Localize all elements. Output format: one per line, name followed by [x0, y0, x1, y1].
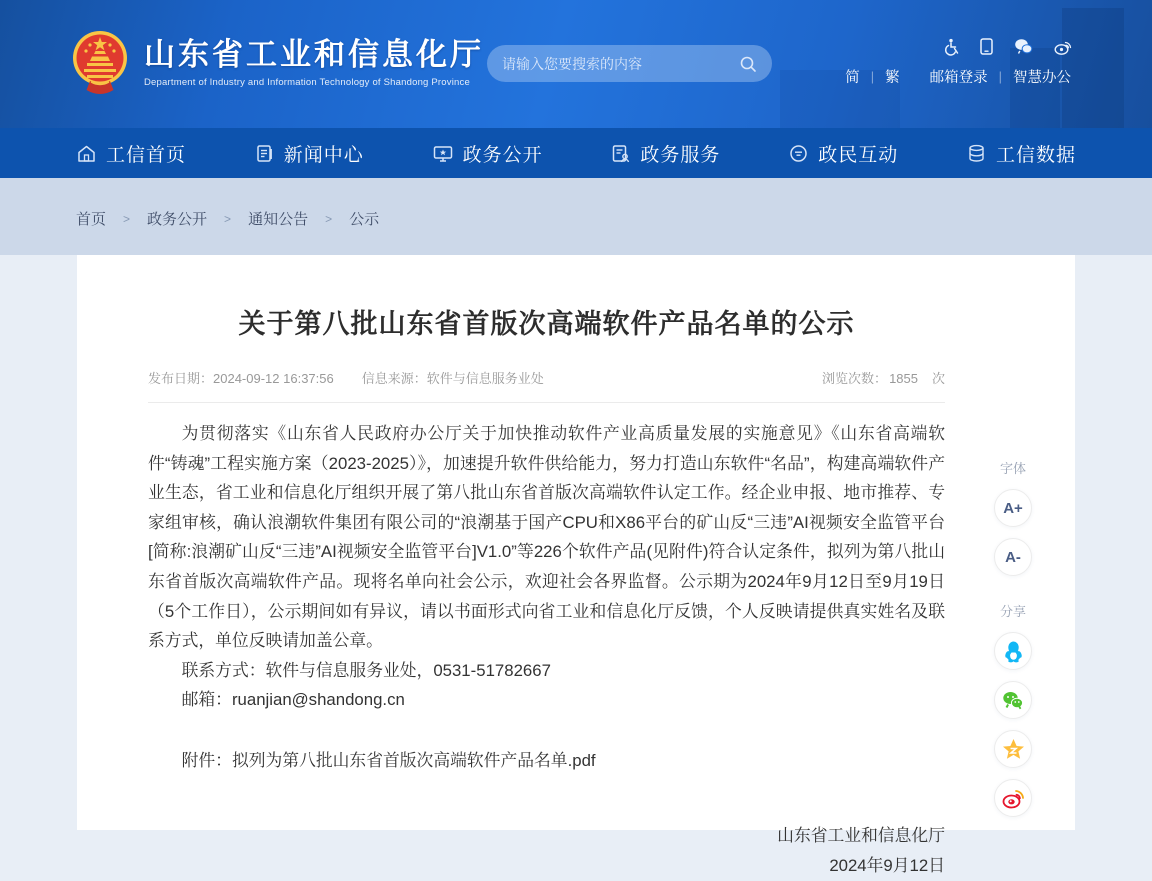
breadcrumb-notices[interactable]: 通知公告	[248, 211, 309, 228]
wechat-icon	[1002, 691, 1024, 710]
nav-item-gov-service[interactable]	[610, 140, 720, 167]
nav-item-label: 工信首页	[106, 144, 187, 166]
link-separator: |	[870, 69, 875, 84]
wechat-icon[interactable]	[1014, 38, 1033, 55]
source-label: 信息来源：	[361, 371, 427, 386]
views-label: 浏览次数：	[822, 371, 888, 386]
qzone-icon	[1002, 738, 1025, 760]
article-body	[148, 419, 945, 776]
contact-line: 联系方式：软件与信息服务业处，0531-51782667	[181, 660, 551, 680]
share-wechat-button[interactable]	[994, 681, 1032, 719]
breadcrumb-band	[0, 178, 1152, 255]
building-silhouette	[1062, 8, 1124, 128]
news-icon	[254, 143, 275, 164]
accessibility-icon[interactable]	[942, 38, 959, 55]
national-emblem-icon	[70, 28, 130, 98]
breadcrumb	[76, 178, 1076, 229]
nav-item-label: 政务服务	[640, 144, 721, 166]
nav-item-label: 政务公开	[462, 144, 543, 166]
share-qzone-button[interactable]	[994, 730, 1032, 768]
mail-login-link[interactable]: 邮箱登录	[929, 70, 988, 86]
site-header	[0, 0, 1152, 128]
lang-traditional-link[interactable]: 繁	[885, 70, 900, 86]
site-logo[interactable]	[70, 28, 484, 98]
signature-date: 2024年9月12日	[829, 855, 945, 875]
nav-item-gov-info[interactable]	[432, 140, 543, 167]
views-count: 1855	[889, 371, 918, 386]
email-line: 邮箱：ruanjian@shandong.cn	[181, 690, 405, 710]
lang-simplified-link[interactable]: 简	[845, 70, 860, 86]
mobile-icon[interactable]	[980, 38, 993, 55]
share-label: 分享	[999, 604, 1026, 619]
header-links	[845, 66, 1071, 87]
site-title: 山东省工业和信息化厅	[144, 37, 484, 72]
font-decrease-label: A-	[1005, 548, 1021, 566]
header-quick-icons	[942, 38, 1072, 55]
smart-office-link[interactable]: 智慧办公	[1013, 70, 1071, 86]
article-meta	[148, 368, 945, 403]
search-icon[interactable]	[739, 55, 757, 73]
breadcrumb-separator: >	[224, 211, 232, 226]
nav-item-label: 新闻中心	[283, 144, 364, 166]
font-size-label: 字体	[999, 461, 1026, 476]
signature-org: 山东省工业和信息化厅	[777, 825, 945, 845]
building-silhouette	[1010, 48, 1060, 128]
nav-item-label: 政民互动	[818, 144, 899, 166]
data-icon	[966, 143, 987, 164]
views-unit: 次	[931, 371, 945, 386]
breadcrumb-home[interactable]: 首页	[76, 211, 107, 228]
weibo-icon[interactable]	[1054, 38, 1072, 55]
qq-icon	[1003, 640, 1024, 663]
attachment-label: 附件：	[181, 750, 232, 770]
signature-block	[148, 821, 945, 881]
gov-service-icon	[610, 143, 631, 164]
article-card	[77, 255, 1075, 875]
interaction-icon	[788, 143, 809, 164]
search-bar[interactable]	[487, 45, 772, 82]
share-qq-button[interactable]	[994, 632, 1032, 670]
breadcrumb-announcement[interactable]: 公示	[349, 211, 380, 228]
side-tools	[982, 458, 1044, 828]
search-input[interactable]	[502, 56, 739, 72]
publish-date: 2024-09-12 16:37:56	[213, 371, 334, 386]
attachment-link[interactable]: 拟列为第八批山东省首版次高端软件产品名单.pdf	[231, 750, 596, 770]
nav-item-news[interactable]	[254, 140, 364, 167]
site-subtitle: Department of Industry and Information Technology of Shandong Province	[144, 77, 470, 88]
nav-item-home[interactable]	[76, 140, 186, 167]
link-separator: |	[998, 69, 1002, 84]
publish-date-label: 发布日期：	[148, 371, 214, 386]
share-weibo-button[interactable]	[994, 779, 1032, 817]
article-paragraph: 为贯彻落实《山东省人民政府办公厅关于加快推动软件产业高质量发展的实施意见》《山东省高端软件“铸魂”工程实施方案（2023-2025）》，加速提升软件供给能力，努力打造山东软件“名品”，构建高端软件产业生态，省工业和信息化厅组织开展了第八批山东省首版次高端软件认定工作。经企业申报、地市推荐、专家组审核，确认浪潮软件集团有限公司的“浪潮基于国产CPU和X86平台的矿山反“三违”AI视频安全监管平台[简称:浪潮矿山反“三违”AI视频安全监管平台]V1.0”等226个软件产品(见附件)符合认定条件，拟列为第八批山东省首版次高端软件产品。现将名单向社会公示，欢迎社会各界监督。公示期为2024年9月12日至9月19日（5个工作日），公示期间如有异议，请以书面形式向省工业和信息化厅反馈，个人反映请提供真实姓名及联系方式，单位反映请加盖公章。	[148, 424, 945, 651]
font-decrease-button[interactable]	[994, 538, 1032, 576]
nav-item-interaction[interactable]	[788, 140, 898, 167]
main-nav	[0, 128, 1152, 178]
gov-info-icon	[432, 143, 454, 164]
breadcrumb-gov-info[interactable]: 政务公开	[147, 211, 208, 228]
breadcrumb-separator: >	[325, 211, 333, 226]
font-increase-button[interactable]	[994, 489, 1032, 527]
nav-item-data[interactable]	[966, 140, 1076, 167]
font-increase-label: A+	[1003, 499, 1023, 517]
attachment-line	[148, 746, 945, 776]
nav-item-label: 工信数据	[995, 144, 1076, 166]
source-value: 软件与信息服务业处	[426, 371, 544, 386]
page-title: 关于第八批山东省首版次高端软件产品名单的公示	[238, 309, 855, 339]
breadcrumb-separator: >	[123, 211, 131, 226]
weibo-icon	[1002, 788, 1025, 809]
home-icon	[76, 143, 97, 164]
